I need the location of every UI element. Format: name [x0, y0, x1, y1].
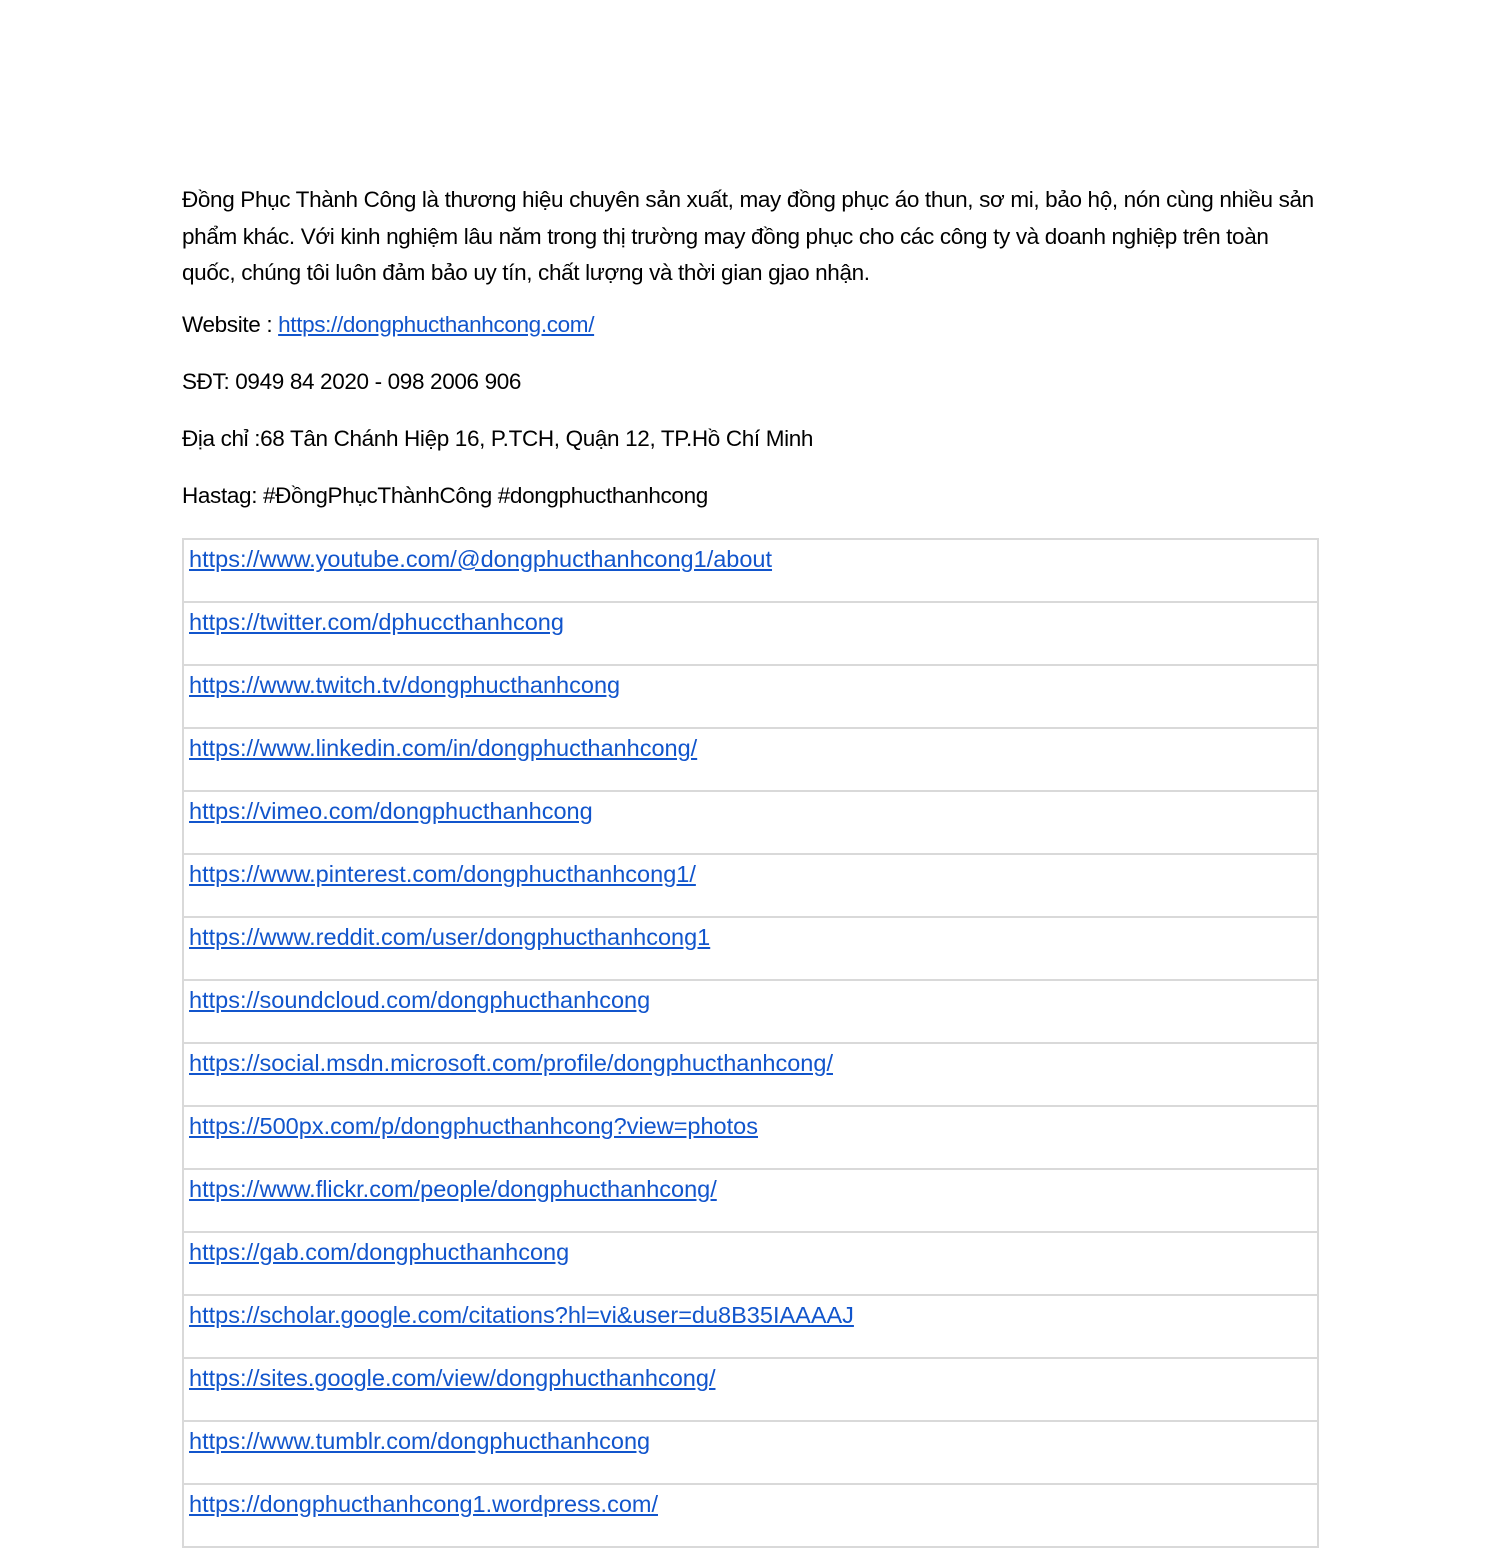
- social-link[interactable]: https://www.linkedin.com/in/dongphucthanhcong/: [189, 735, 698, 761]
- table-row: [183, 1484, 1318, 1547]
- table-cell: [183, 1106, 1318, 1169]
- document-body: [182, 182, 1322, 511]
- social-link[interactable]: https://www.twitch.tv/dongphucthanhcong: [189, 672, 621, 698]
- table-row: [183, 854, 1318, 917]
- social-link[interactable]: https://twitter.com/dphuccthanhcong: [189, 609, 564, 635]
- table-cell: [183, 602, 1318, 665]
- social-link[interactable]: https://www.pinterest.com/dongphucthanhcong1/: [189, 861, 696, 887]
- table-cell: [183, 1232, 1318, 1295]
- table-cell: [183, 1421, 1318, 1484]
- table-cell: [183, 539, 1318, 602]
- social-link[interactable]: https://www.flickr.com/people/dongphucthanhcong/: [189, 1176, 717, 1202]
- table-cell: [183, 791, 1318, 854]
- table-cell: [183, 917, 1318, 980]
- social-link[interactable]: https://soundcloud.com/dongphucthanhcong: [189, 987, 651, 1013]
- table-cell: [183, 1484, 1318, 1547]
- website-link[interactable]: https://dongphucthanhcong.com/: [278, 311, 595, 337]
- table-row: [183, 1169, 1318, 1232]
- social-link[interactable]: https://www.reddit.com/user/dongphucthanhcong1: [189, 924, 711, 950]
- table-row: [183, 602, 1318, 665]
- social-link[interactable]: https://500px.com/p/dongphucthanhcong?view=photos: [189, 1113, 758, 1139]
- social-link[interactable]: https://dongphucthanhcong1.wordpress.com/: [189, 1491, 658, 1517]
- social-link[interactable]: https://sites.google.com/view/dongphucthanhcong/: [189, 1365, 716, 1391]
- table-row: [183, 665, 1318, 728]
- table-row: [183, 1295, 1318, 1358]
- table-cell: [183, 665, 1318, 728]
- website-label: Website :: [182, 311, 279, 337]
- table-cell: [183, 1358, 1318, 1421]
- table-row: [183, 728, 1318, 791]
- table-row: [183, 1358, 1318, 1421]
- table-cell: [183, 1043, 1318, 1106]
- table-row: [183, 791, 1318, 854]
- hashtag-line: Hastag: #ĐồngPhụcThànhCông #dongphucthanhcong: [182, 482, 708, 508]
- table-cell: [183, 728, 1318, 791]
- table-row: [183, 1232, 1318, 1295]
- phone-line: SĐT: 0949 84 2020 - 098 2006 906: [182, 368, 522, 394]
- website-line: [182, 310, 1322, 340]
- table-cell: [183, 1295, 1318, 1358]
- table-row: [183, 1421, 1318, 1484]
- table-row: [183, 1106, 1318, 1169]
- table-cell: [183, 980, 1318, 1043]
- table-cell: [183, 854, 1318, 917]
- table-row: [183, 1043, 1318, 1106]
- social-link[interactable]: https://gab.com/dongphucthanhcong: [189, 1239, 570, 1265]
- table-row: [183, 980, 1318, 1043]
- address-line: Địa chỉ :68 Tân Chánh Hiệp 16, P.TCH, Quận 12, TP.Hồ Chí Minh: [182, 425, 814, 451]
- social-link[interactable]: https://vimeo.com/dongphucthanhcong: [189, 798, 593, 824]
- social-link[interactable]: https://scholar.google.com/citations?hl=vi&user=du8B35IAAAAJ: [189, 1302, 854, 1328]
- links-table: [182, 538, 1319, 1548]
- table-cell: [183, 1169, 1318, 1232]
- social-link[interactable]: https://www.tumblr.com/dongphucthanhcong: [189, 1428, 651, 1454]
- social-link[interactable]: https://social.msdn.microsoft.com/profile/dongphucthanhcong/: [189, 1050, 833, 1076]
- table-row: [183, 539, 1318, 602]
- intro-paragraph: Đồng Phục Thành Công là thương hiệu chuyên sản xuất, may đồng phục áo thun, sơ mi, bảo hộ, nón cùng nhiều sản phẩm khác. Với kinh nghiệm lâu năm trong thị trường may đồng phục cho các công ty và doanh nghiệp trên toàn quốc, chúng tôi luôn đảm bảo uy tín, chất lượng và thời gian gjao nhận.: [182, 187, 1314, 285]
- table-row: [183, 917, 1318, 980]
- social-link[interactable]: https://www.youtube.com/@dongphucthanhcong1/about: [189, 546, 773, 572]
